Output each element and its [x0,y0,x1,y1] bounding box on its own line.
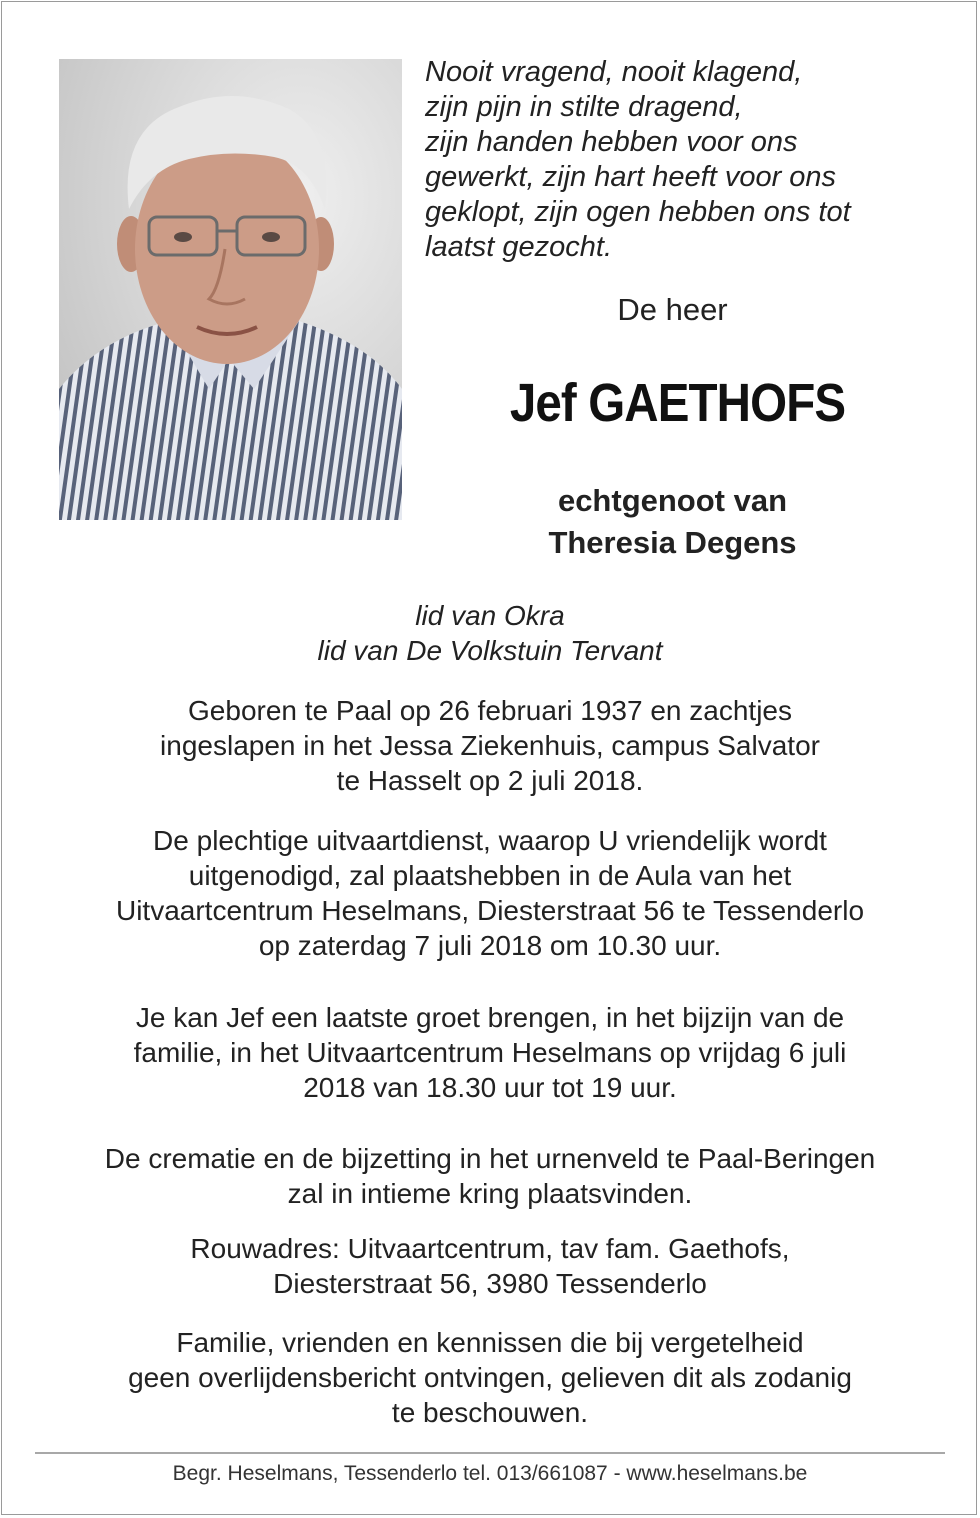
birth-death-paragraph [30,693,950,798]
text-line: uitgenodigd, zal plaatshebben in de Aula van het [188,860,792,891]
cremation-paragraph [30,1141,950,1211]
text-line: op zaterdag 7 juli 2018 om 10.30 uur. [258,930,722,961]
spouse-relation: echtgenoot van [557,483,788,518]
mourning-address [30,1231,950,1301]
poem-line: Nooit vragend, nooit klagend, [425,56,803,88]
text-line: Diesterstraat 56, 3980 Tessenderlo [273,1268,707,1299]
portrait-photo [59,59,402,520]
text-line: De crematie en de bijzetting in het urnenveld te Paal-Beringen [104,1143,876,1174]
poem-line: zijn handen hebben voor ons [425,126,798,158]
spouse-name: Theresia Degens [548,525,797,560]
text-line: Rouwadres: Uitvaartcentrum, tav fam. Gaethofs, [190,1233,790,1264]
membership-line: lid van Okra [415,600,565,631]
footer-divider [35,1452,945,1454]
text-line: ingeslapen in het Jessa Ziekenhuis, campus Salvator [160,730,820,761]
text-line: geen overlijdensbericht ontvingen, gelieven dit als zodanig [128,1362,852,1393]
text-line: te beschouwen. [391,1397,589,1428]
memberships [30,598,950,668]
membership-line: lid van De Volkstuin Tervant [317,635,663,666]
text-line: De plechtige uitvaartdienst, waarop U vriendelijk wordt [153,825,827,856]
poem-line: gewerkt, zijn hart heeft voor ons [425,161,837,193]
text-line: Je kan Jef een laatste groet brengen, in het bijzijn van de [135,1002,845,1033]
text-line: zal in intieme kring plaatsvinden. [287,1178,693,1209]
text-line: te Hasselt op 2 juli 2018. [336,765,644,796]
funeral-home-footer: Begr. Heselmans, Tessenderlo tel. 013/661087 - www.heselmans.be [172,1462,808,1485]
spouse-info [425,480,920,564]
poem [425,55,925,265]
poem-line: geklopt, zijn ogen hebben ons tot [425,196,851,228]
text-line: Uitvaartcentrum Heselmans, Diesterstraat 56 te Tessenderlo [115,895,865,926]
poem-line: zijn pijn in stilte dragend, [425,91,743,123]
farewell-paragraph [30,1000,950,1105]
text-line: Familie, vrienden en kennissen die bij vergetelheid [176,1327,804,1358]
honorific: De heer [617,292,728,327]
deceased-name: Jef GAETHOFS [509,373,846,433]
portrait-photo-icon [59,59,402,520]
text-line: Geboren te Paal op 26 februari 1937 en zachtjes [188,695,792,726]
text-line: 2018 van 18.30 uur tot 19 uur. [303,1072,677,1103]
poem-line: laatst gezocht. [425,231,612,263]
text-line: familie, in het Uitvaartcentrum Heselmans op vrijdag 6 juli [133,1037,847,1068]
notice-paragraph [30,1325,950,1430]
service-paragraph [30,823,950,963]
